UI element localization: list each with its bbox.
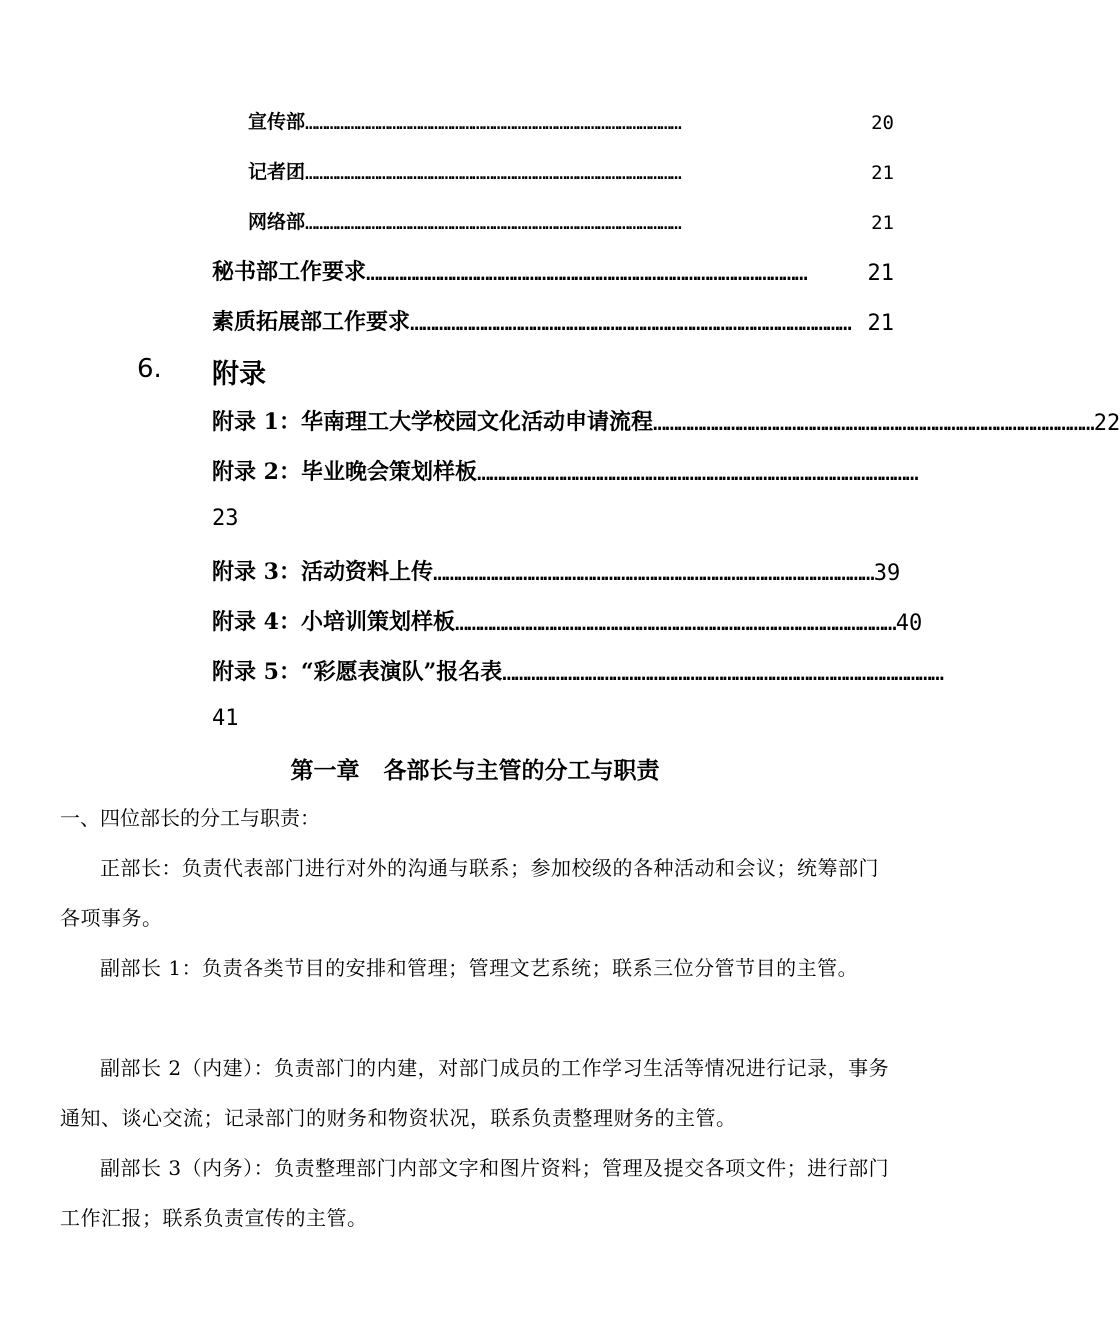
chapter-title: 第一章 各部长与主管的分工与职责 <box>290 757 660 784</box>
toc-leader-dots: ……………………………………………………………………………………………… <box>502 661 944 686</box>
toc-entry-label: 秘书部工作要求 <box>212 259 367 285</box>
toc-page-number: 21 <box>867 261 894 286</box>
toc-entry-label: 附录 2：毕业晚会策划样板 <box>212 459 477 485</box>
paragraph-deputy-1: 副部长 1：负责各类节目的安排和管理；管理文艺系统；联系三位分管节目的主管。 <box>100 956 859 980</box>
toc-entry-appendix-5[interactable] <box>212 654 944 686</box>
toc-entry-quality-expansion[interactable] <box>212 304 894 336</box>
toc-leader-dots: ……………………………………………………………………………………………… <box>305 212 681 234</box>
toc-entry-label: 宣传部 <box>248 111 306 133</box>
toc-entry-reporters[interactable] <box>248 156 894 184</box>
toc-entry-secretariat[interactable] <box>212 254 894 286</box>
toc-entry-appendix-4[interactable] <box>212 604 923 636</box>
toc-entry-network[interactable] <box>248 206 894 234</box>
section-number: 6. <box>137 354 162 384</box>
toc-leader-dots: ……………………………………………………………………………………………… <box>652 411 1094 436</box>
paragraph-deputy-3: 副部长 3（内务）：负责整理部门内部文字和图片资料；管理及提交各项文件；进行部门工作汇报；联系负责宣传的主管。 <box>60 1156 890 1230</box>
toc-entry-label: 附录 3：活动资料上传 <box>212 559 433 585</box>
toc-entry-label: 网络部 <box>248 211 306 233</box>
toc-leader-dots: ……………………………………………………………………………………………… <box>305 162 681 184</box>
toc-page-number: 20 <box>871 112 894 134</box>
toc-entry-label: 附录 4：小培训策划样板 <box>212 609 455 635</box>
toc-entry-label: 素质拓展部工作要求 <box>212 309 411 335</box>
toc-leader-dots: ……………………………………………………………………………………………… <box>410 311 851 336</box>
toc-entry-label: 记者团 <box>248 161 306 183</box>
toc-leader-dots: ……………………………………………………………………………………………… <box>454 611 896 636</box>
toc-entry-publicity[interactable] <box>248 106 894 134</box>
toc-entry-label: 附录 5：“彩愿表演队”报名表 <box>212 659 503 685</box>
toc-leader-dots: ……………………………………………………………………………………………… <box>476 461 918 486</box>
toc-page-number: 23 <box>212 506 239 531</box>
toc-leader-dots: ……………………………………………………………………………………………… <box>366 261 807 286</box>
toc-page-number: 40 <box>895 611 923 636</box>
toc-entry-label: 附录 1：华南理工大学校园文化活动申请流程 <box>212 409 653 435</box>
toc-entry-appendix-3[interactable] <box>212 554 901 586</box>
paragraph-deputy-2: 副部长 2（内建）：负责部门的内建，对部门成员的工作学习生活等情况进行记录，事务通知、谈心交流；记录部门的财务和物资状况，联系负责整理财务的主管。 <box>60 1056 890 1130</box>
toc-page-number: 21 <box>871 212 894 234</box>
toc-leader-dots: ……………………………………………………………………………………………… <box>305 112 681 134</box>
toc-page-number: 41 <box>212 706 239 731</box>
section-heading: 一、四位部长的分工与职责： <box>60 806 320 830</box>
section-title: 附录 <box>212 359 266 390</box>
toc-page-number: 22 <box>1093 411 1120 436</box>
toc-page-number: 39 <box>873 561 901 586</box>
toc-entry-appendix-1[interactable] <box>212 404 1120 436</box>
toc-page-number: 21 <box>867 311 894 336</box>
toc-leader-dots: ……………………………………………………………………………………………… <box>432 561 874 586</box>
paragraph-director: 正部长：负责代表部门进行对外的沟通与联系；参加校级的各种活动和会议；统筹部门各项事务。 <box>60 856 879 930</box>
toc-page-number: 21 <box>871 162 894 184</box>
toc-entry-appendix-2[interactable] <box>212 454 918 486</box>
